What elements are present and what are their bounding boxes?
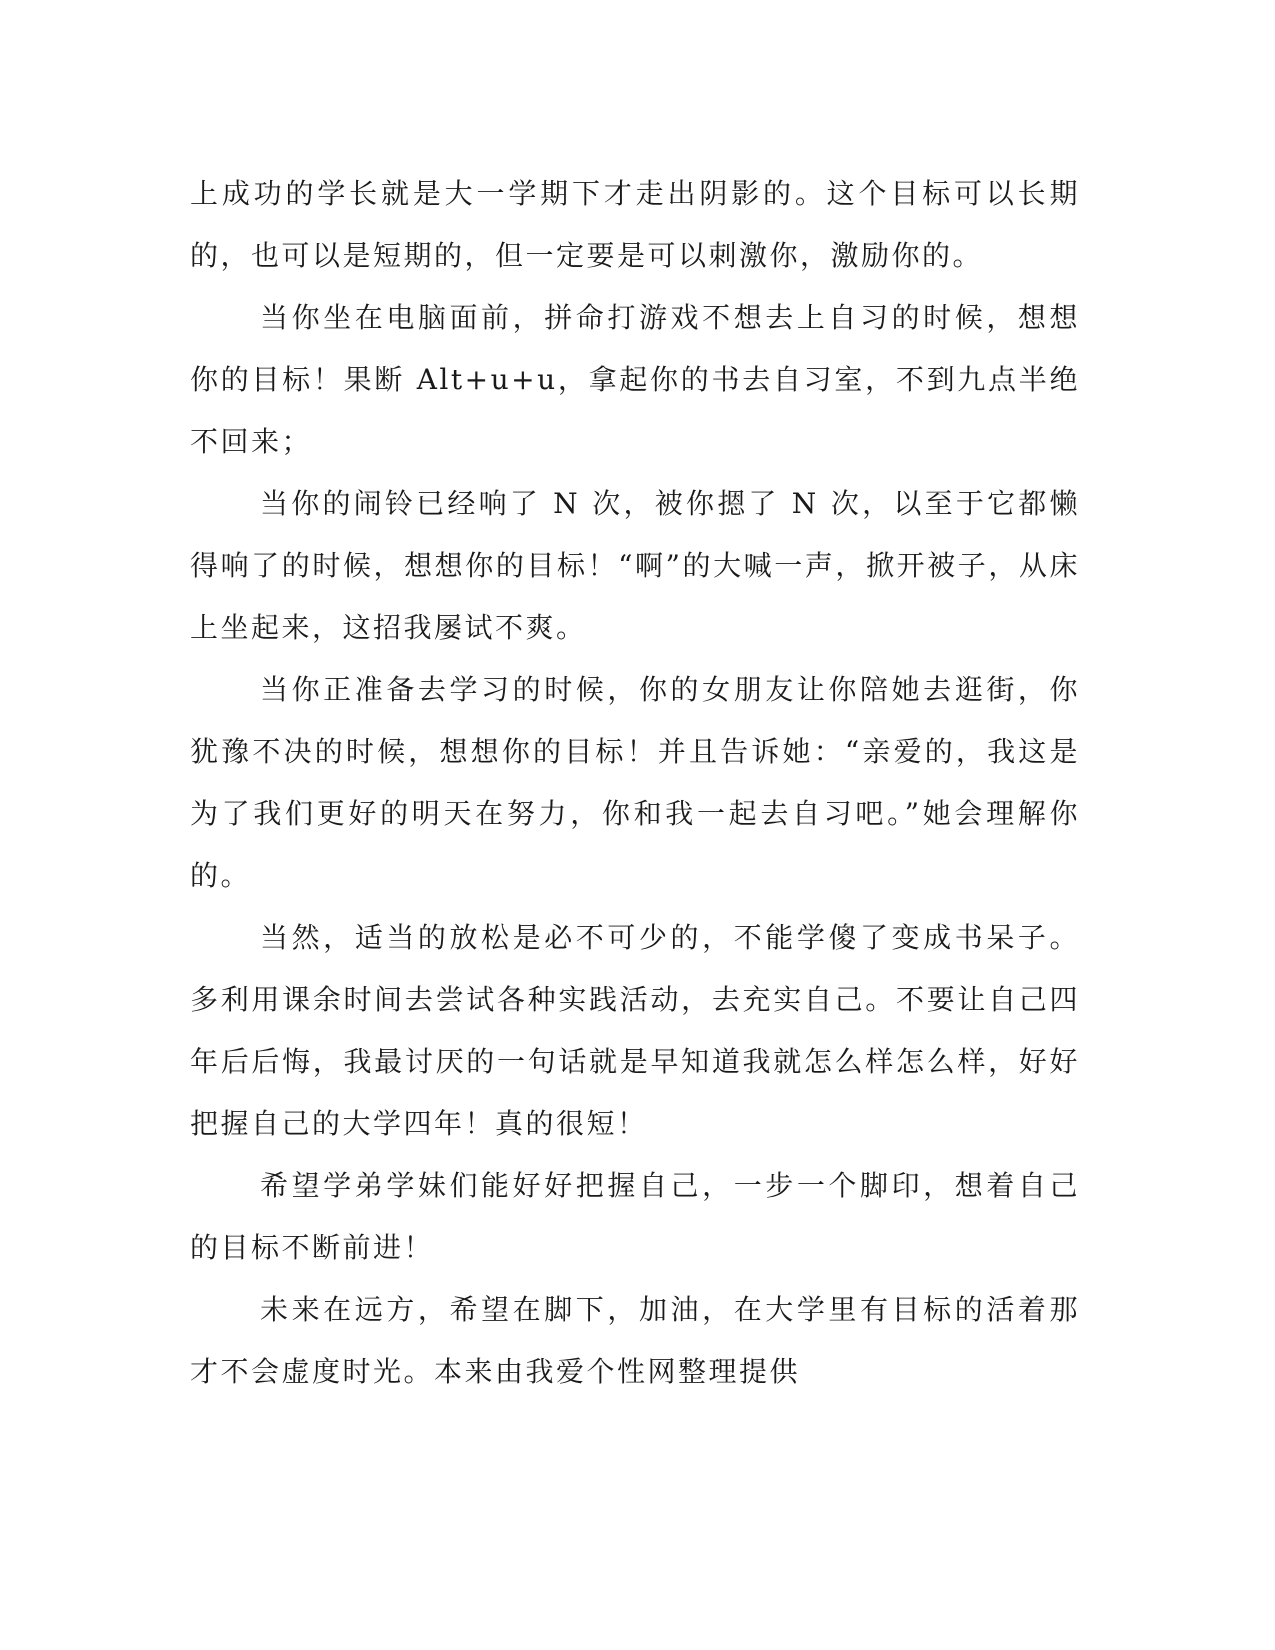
paragraph-computer-games: 当你坐在电脑面前，拼命打游戏不想去上自习的时候，想想你的目标！果断 Alt+u+u，拿起你的书去自习室，不到九点半绝不回来； <box>190 301 1080 458</box>
paragraph-alarm-clock: 当你的闹铃已经响了 N 次，被你摁了 N 次，以至于它都懒得响了的时候，想想你的目标！“啊”的大喊一声，掀开被子，从床上坐起来，这招我屡试不爽。 <box>190 487 1080 644</box>
paragraph-girlfriend: 当你正准备去学习的时候，你的女朋友让你陪她去逛街，你犹豫不决的时候，想想你的目标！并且告诉她：“亲爱的，我这是为了我们更好的明天在努力，你和我一起去自习吧。”她会理解你的。 <box>190 673 1080 892</box>
paragraph-closing: 未来在远方，希望在脚下，加油，在大学里有目标的活着那才不会虚度时光。本来由我爱个性网整理提供 <box>190 1293 1080 1388</box>
document-body <box>190 163 1080 1403</box>
paragraph-relaxation: 当然，适当的放松是必不可少的，不能学傻了变成书呆子。多利用课余时间去尝试各种实践活动，去充实自己。不要让自己四年后后悔，我最讨厌的一句话就是早知道我就怎么样怎么样，好好把握自己的大学四年！真的很短！ <box>190 921 1080 1140</box>
paragraph-continuation: 上成功的学长就是大一学期下才走出阴影的。这个目标可以长期的，也可以是短期的，但一定要是可以刺激你，激励你的。 <box>190 177 1080 272</box>
paragraph-encouragement: 希望学弟学妹们能好好把握自己，一步一个脚印，想着自己的目标不断前进！ <box>190 1169 1080 1264</box>
